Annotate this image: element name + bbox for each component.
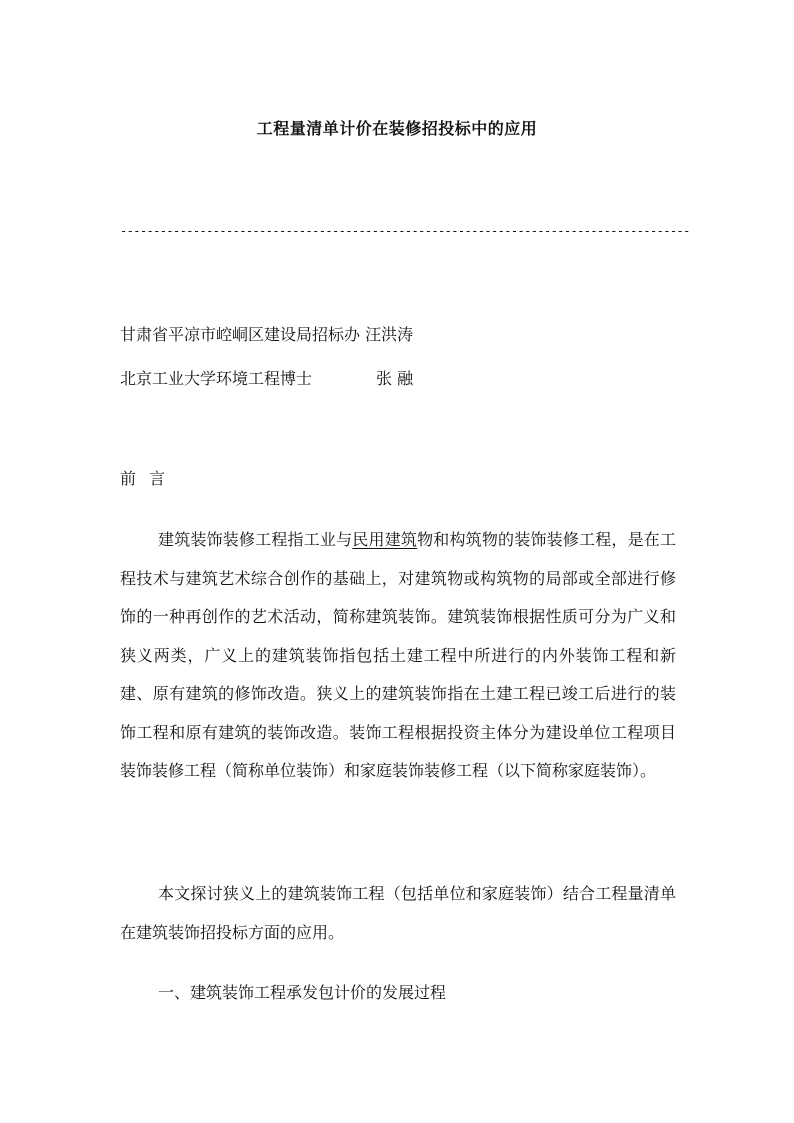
- body-paragraph-2: 本文探讨狭义上的建筑装饰工程（包括单位和家庭装饰）结合工程量清单在建筑装饰招投标方面的应用。: [120, 884, 676, 942]
- document-title: 工程量清单计价在装修招投标中的应用: [256, 119, 538, 138]
- author-name: 汪洪涛: [365, 325, 414, 344]
- author-line-2: [120, 366, 413, 389]
- title-divider: --------------------------------------------------------------------------------------: [120, 224, 690, 238]
- author-affiliation: 甘肃省平凉市崆峒区建设局招标办: [120, 325, 361, 344]
- author-name: 张 融: [376, 369, 414, 388]
- section-1-heading: 一、建筑装饰工程承发包计价的发展过程: [158, 983, 447, 1002]
- author-line-1: [120, 322, 413, 345]
- preface-heading: 前 言: [120, 469, 170, 488]
- paragraph-text: 物和构筑物的装饰装修工程，是在工程技术与建筑艺术综合创作的基础上，对建筑物或构筑物的局部或全部进行修饰的一种再创作的艺术活动，简称建筑装饰。建筑装饰根据性质可分为广义和狭义两类，广义上的建筑装饰指包括土建工程中所进行的内外装饰工程和新建、原有建筑的修饰改造。狭义上的建筑装饰指在土建工程已竣工后进行的装饰工程和原有建筑的装饰改造。装饰工程根据投资主体分为建设单位工程项目装饰装修工程（简称单位装饰）和家庭装饰装修工程（以下简称家庭装饰）。: [120, 530, 676, 780]
- paragraph-text: 建筑装饰装修工程指工业与: [158, 530, 353, 549]
- civil-building-link[interactable]: 民用建筑: [352, 530, 418, 549]
- author-affiliation: 北京工业大学环境工程博士: [120, 369, 313, 388]
- body-paragraph-1: [120, 521, 676, 791]
